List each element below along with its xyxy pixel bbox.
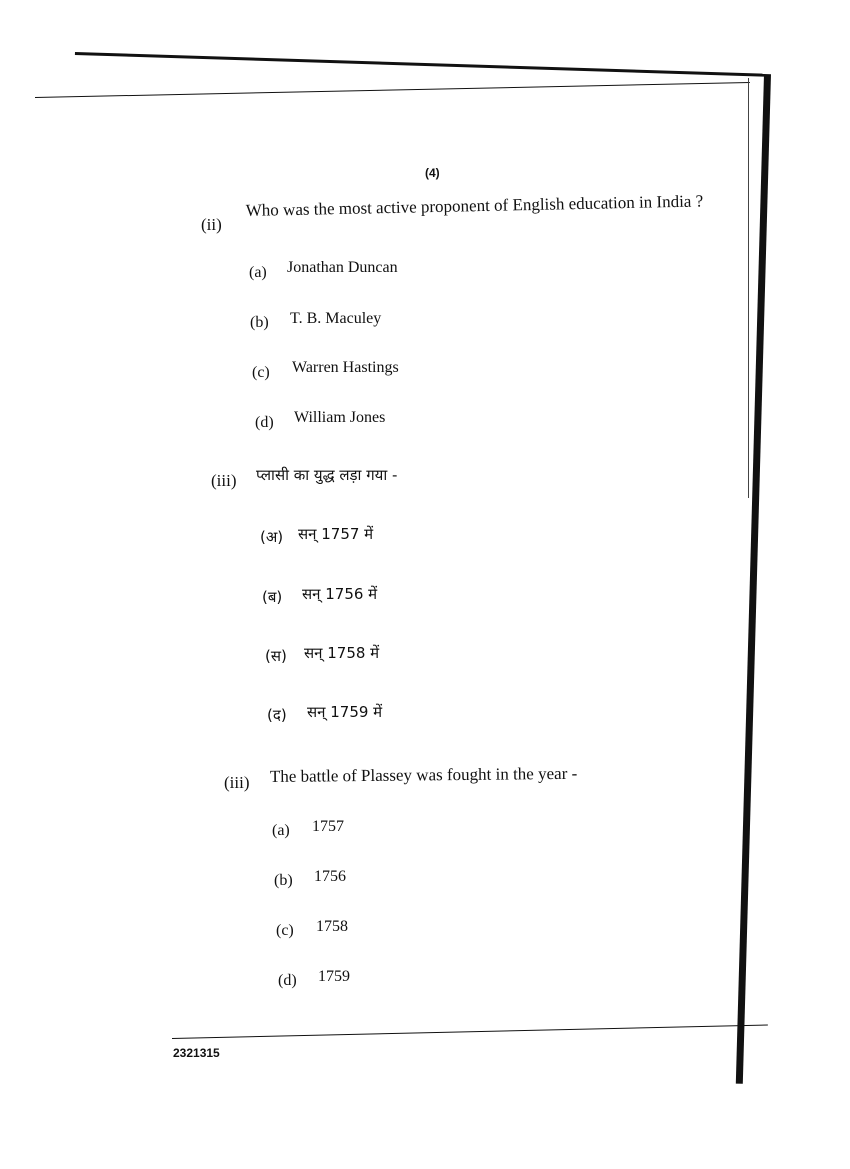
q2-option-b-text: T. B. Maculey	[290, 310, 382, 327]
q3-hindi-option-c-label: (स)	[265, 647, 287, 665]
page-number: (4)	[425, 166, 440, 180]
question-2-text: Who was the most active proponent of English education in India ?	[245, 191, 704, 221]
top-border-line-secondary	[35, 82, 750, 98]
q3-hindi-option-a-label: (अ)	[260, 528, 284, 546]
right-border-thick	[736, 74, 771, 1084]
q3-option-b-label: (b)	[274, 872, 293, 889]
q3-hindi-option-d-label: (द)	[267, 706, 287, 724]
q3-hindi-option-a-text: सन् 1757 में	[298, 525, 374, 543]
paper-code: 2321315	[173, 1046, 220, 1060]
q3-hindi-option-c-text: सन् 1758 में	[304, 644, 380, 662]
bottom-rule	[172, 1024, 768, 1039]
q2-option-d-label: (d)	[255, 414, 274, 431]
question-3-english-text: The battle of Plassey was fought in the year -	[269, 763, 578, 787]
question-2-number: (ii)	[201, 215, 222, 234]
q3-option-a-text: 1757	[312, 818, 344, 835]
q3-option-a-label: (a)	[272, 822, 290, 839]
q2-option-a-label: (a)	[249, 264, 267, 281]
q3-option-c-text: 1758	[316, 918, 348, 935]
q2-option-a-text: Jonathan Duncan	[287, 259, 398, 276]
top-border-line	[75, 52, 765, 77]
q2-option-b-label: (b)	[250, 314, 269, 331]
q3-hindi-option-b-label: (ब)	[262, 588, 283, 606]
question-3-english-number: (iii)	[224, 773, 250, 792]
q2-option-c-text: Warren Hastings	[292, 359, 399, 376]
q3-option-d-label: (d)	[278, 972, 297, 989]
q3-option-c-label: (c)	[276, 922, 294, 939]
right-border-thin	[748, 78, 749, 498]
q2-option-d-text: William Jones	[294, 409, 386, 426]
q3-option-b-text: 1756	[314, 868, 346, 885]
q2-option-c-label: (c)	[252, 364, 270, 381]
q3-option-d-text: 1759	[318, 968, 350, 985]
question-3-hindi-text: प्लासी का युद्ध लड़ा गया -	[256, 466, 398, 484]
q3-hindi-option-d-text: सन् 1759 में	[307, 703, 383, 721]
question-3-hindi-number: (iii)	[211, 471, 237, 490]
q3-hindi-option-b-text: सन् 1756 में	[302, 585, 378, 603]
